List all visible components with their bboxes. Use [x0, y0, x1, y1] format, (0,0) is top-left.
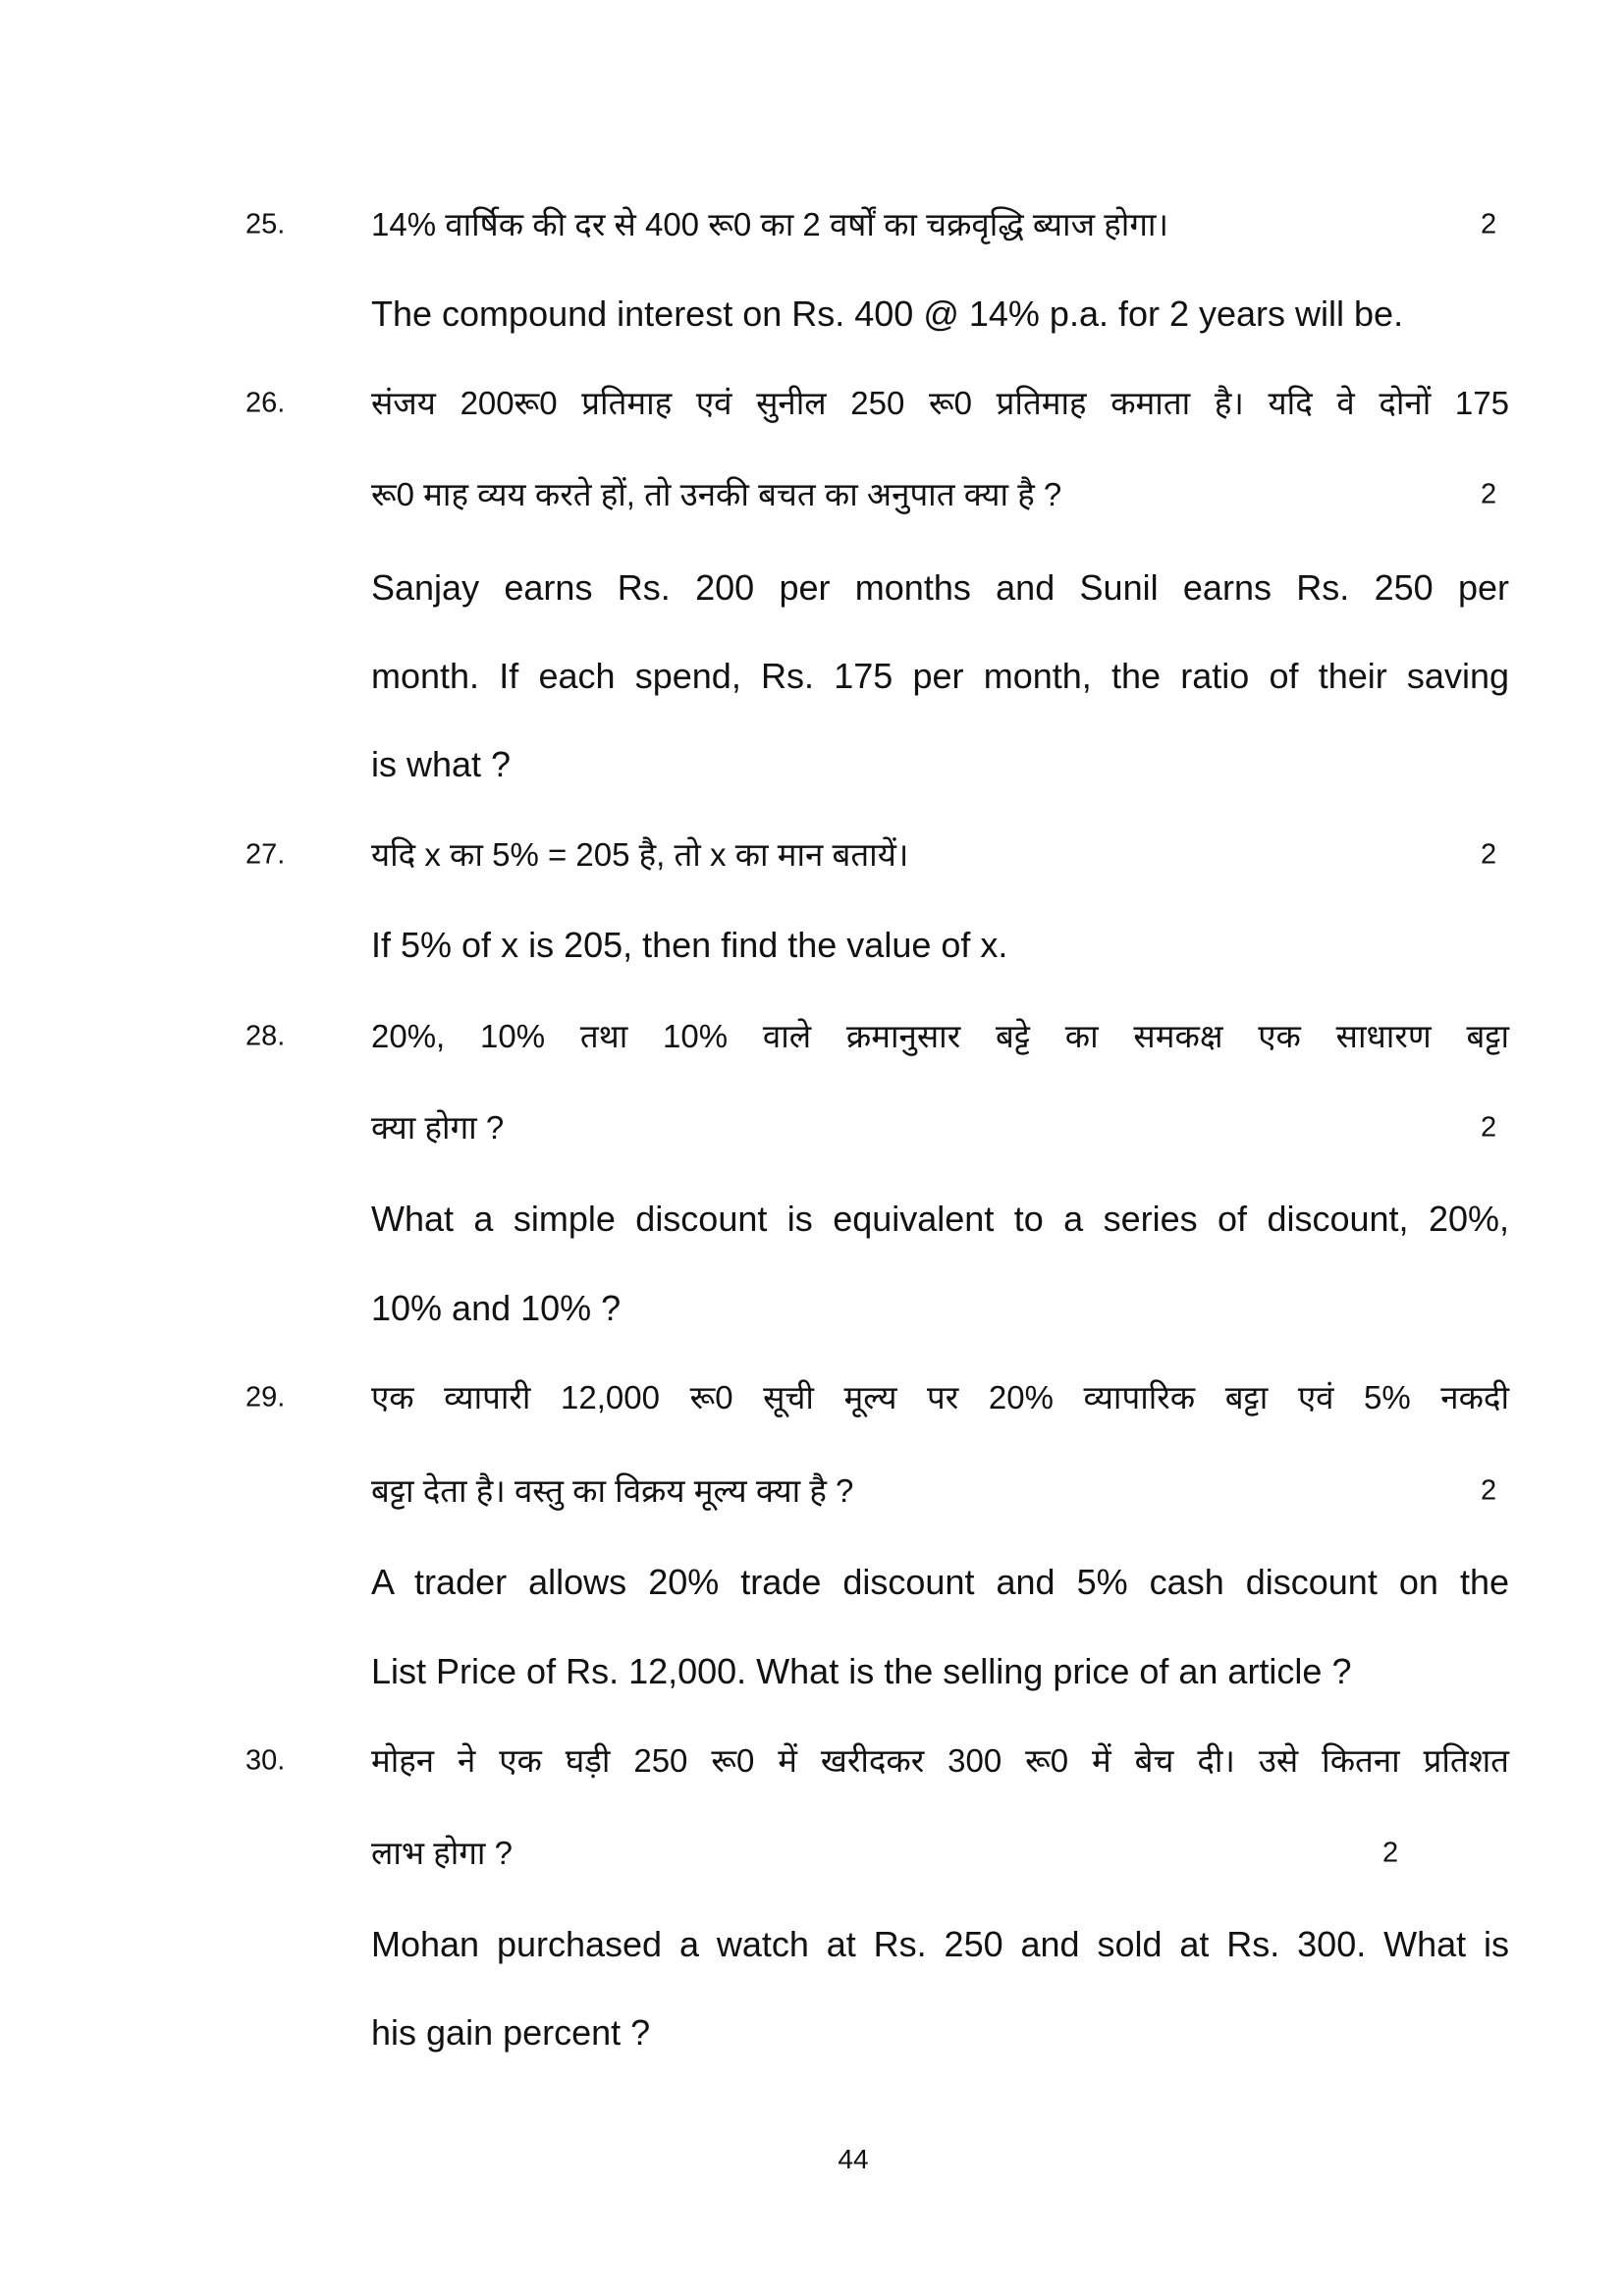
question-text-hindi: लाभ होगा ? — [371, 1835, 514, 1871]
question-text-hindi: संजय 200रू0 प्रतिमाह एवं सुनील 250 रू0 प्रतिमाह कमाता है। यदि वे दोनों 175 — [371, 385, 1509, 421]
question-marks: 2 — [1481, 208, 1497, 240]
question-text-english: If 5% of x is 205, then find the value of x. — [371, 925, 1008, 965]
question-text-english: his gain percent ? — [371, 2012, 651, 2053]
question-number: 25. — [245, 208, 286, 240]
question-number: 29. — [245, 1381, 286, 1414]
question-text-english: month. If each spend, Rs. 175 per month, the ratio of their saving — [371, 656, 1509, 696]
question-text-english: Sanjay earns Rs. 200 per months and Sunil earns Rs. 250 per — [371, 567, 1509, 608]
question-text-hindi: 20%, 10% तथा 10% वाले क्रमानुसार बट्टे का समकक्ष एक साधारण बट्टा — [371, 1018, 1509, 1054]
question-number: 26. — [245, 387, 286, 419]
question-text-english: The compound interest on Rs. 400 @ 14% p.a. for 2 years will be. — [371, 294, 1404, 334]
question-text-hindi: एक व्यापारी 12,000 रू0 सूची मूल्य पर 20% व्यापारिक बट्टा एवं 5% नकदी — [371, 1379, 1509, 1415]
question-text-hindi: यदि x का 5% = 205 है, तो x का मान बतायें। — [371, 836, 909, 873]
question-number: 27. — [245, 838, 286, 871]
question-marks: 2 — [1382, 1837, 1399, 1869]
question-text-english: Mohan purchased a watch at Rs. 250 and sold at Rs. 300. What is — [371, 1924, 1509, 1964]
question-text-hindi: क्या होगा ? — [371, 1109, 505, 1146]
question-marks: 2 — [1481, 478, 1497, 510]
question-text-english: is what ? — [371, 744, 512, 784]
question-text-hindi: 14% वार्षिक की दर से 400 रू0 का 2 वर्षों का चक्रवृद्धि ब्याज होगा। — [371, 206, 1168, 242]
question-number: 28. — [245, 1020, 286, 1052]
question-text-hindi: मोहन ने एक घड़ी 250 रू0 में खरीदकर 300 रू0 में बेच दी। उसे कितना प्रतिशत — [371, 1742, 1509, 1779]
question-text-hindi: रू0 माह व्यय करते हों, तो उनकी बचत का अनुपात क्या है ? — [371, 476, 1062, 512]
question-marks: 2 — [1481, 1111, 1497, 1144]
page-number: 44 — [838, 2144, 869, 2174]
question-text-english: 10% and 10% ? — [371, 1288, 622, 1328]
question-text-english: A trader allows 20% trade discount and 5% cash discount on the — [371, 1562, 1509, 1602]
question-text-english: What a simple discount is equivalent to a series of discount, 20%, — [371, 1199, 1509, 1239]
question-text-hindi: बट्टा देता है। वस्तु का विक्रय मूल्य क्या है ? — [371, 1472, 854, 1509]
question-marks: 2 — [1481, 838, 1497, 871]
question-number: 30. — [245, 1744, 286, 1777]
question-text-english: List Price of Rs. 12,000. What is the selling price of an article ? — [371, 1651, 1352, 1691]
question-marks: 2 — [1481, 1474, 1497, 1507]
